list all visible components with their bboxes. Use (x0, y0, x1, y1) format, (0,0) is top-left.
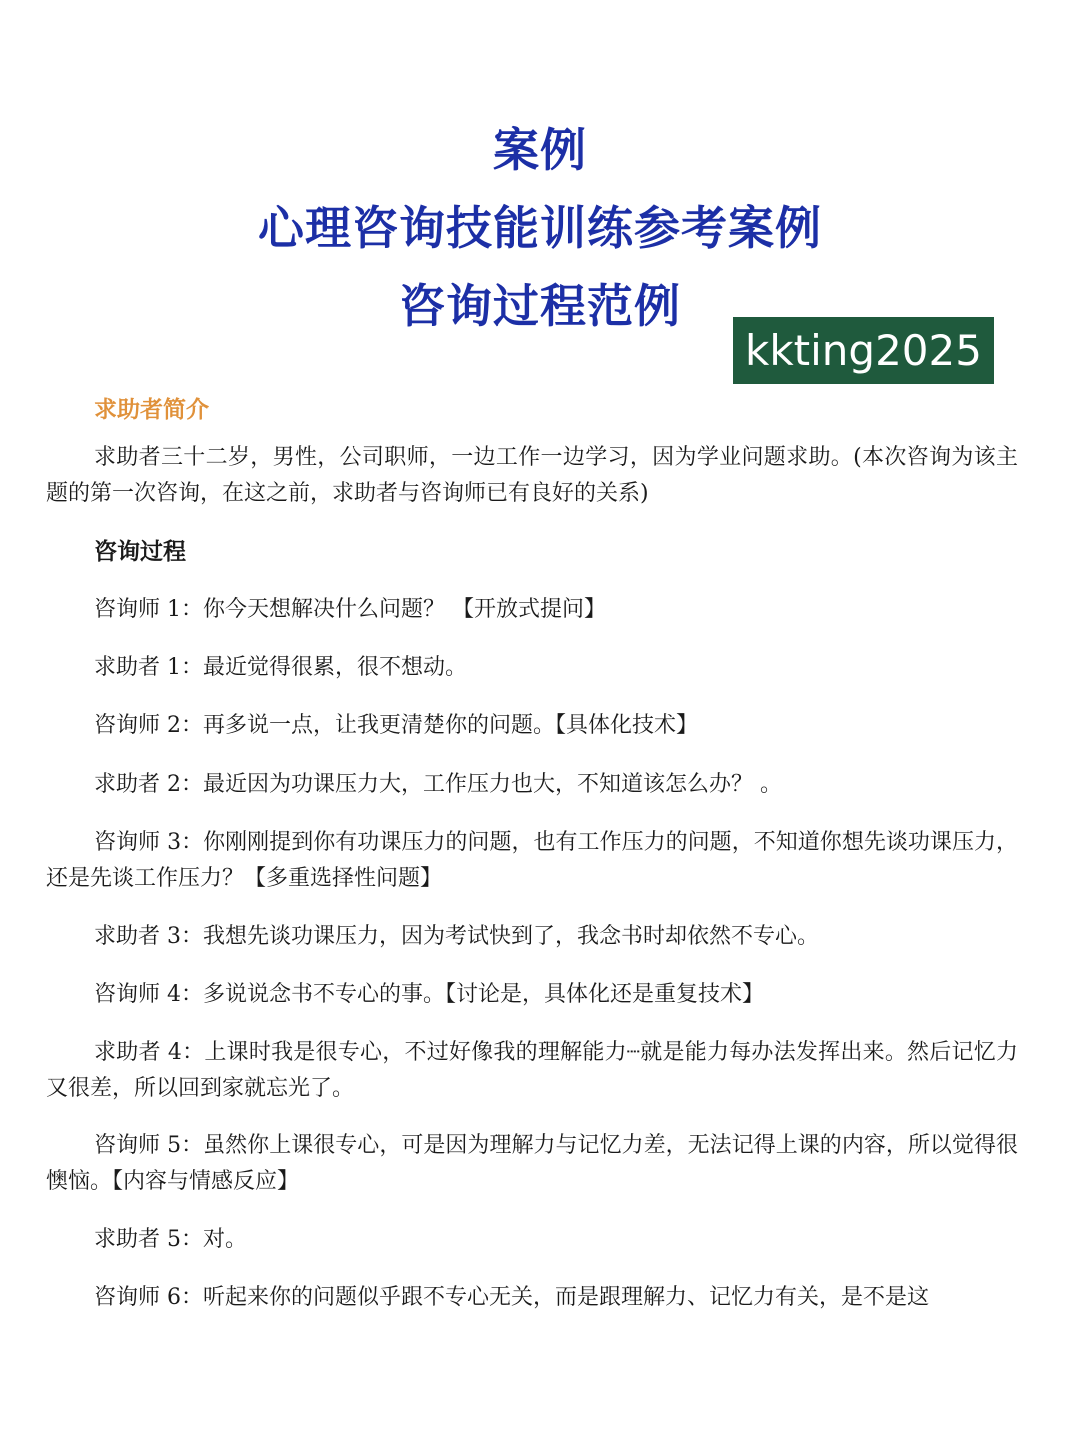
intro-paragraph: 求助者三十二岁，男性，公司职师，一边工作一边学习，因为学业问题求助。(本次咨询为该主题的第一次咨询，在这之前，求助者与咨询师已有良好的关系) (46, 445, 1018, 506)
process-heading: 咨询过程 (94, 538, 186, 565)
dialogue-line: 咨询师 2：再多说一点，让我更清楚你的问题。【具体化技术】 (94, 713, 698, 738)
dialogue-line: 咨询师 4：多说说念书不专心的事。【讨论是，具体化还是重复技术】 (94, 982, 764, 1007)
dialogue-line: 求助者 3：我想先谈功课压力，因为考试快到了，我念书时却依然不专心。 (94, 924, 819, 949)
dialogue-line: 求助者 2：最近因为功课压力大，工作压力也大，不知道该怎么办？ 。 (94, 772, 782, 797)
dialogue-line: 咨询师 3：你刚刚提到你有功课压力的问题，也有工作压力的问题，不知道你想先谈功课压力，还是先谈工作压力？【多重选择性问题】 (46, 830, 1018, 891)
title-main: 心理咨询技能训练参考案例 (258, 201, 822, 255)
dialogue-line: 咨询师 5：虽然你上课很专心，可是因为理解力与记忆力差，无法记得上课的内容，所以觉得很懊恼。【内容与情感反应】 (46, 1133, 1018, 1194)
dialogue-line: 咨询师 6：听起来你的问题似乎跟不专心无关，而是跟理解力、记忆力有关，是不是这 (94, 1285, 929, 1310)
intro-heading: 求助者简介 (94, 396, 209, 423)
dialogue-line: 求助者 1：最近觉得很累，很不想动。 (94, 655, 467, 680)
dialogue-line: 求助者 4：上课时我是很专心，不过好像我的理解能力┈就是能力每办法发挥出来。然后记忆力又很差，所以回到家就忘光了。 (46, 1040, 1018, 1101)
dialogue-line: 咨询师 1：你今天想解决什么问题？ 【开放式提问】 (94, 597, 606, 622)
dialogue-line: 求助者 5：对。 (94, 1227, 247, 1252)
title-sub: 咨询过程范例 (399, 279, 681, 333)
title-case: 案例 (493, 123, 587, 177)
watermark-label: kkting2025 (733, 317, 994, 384)
